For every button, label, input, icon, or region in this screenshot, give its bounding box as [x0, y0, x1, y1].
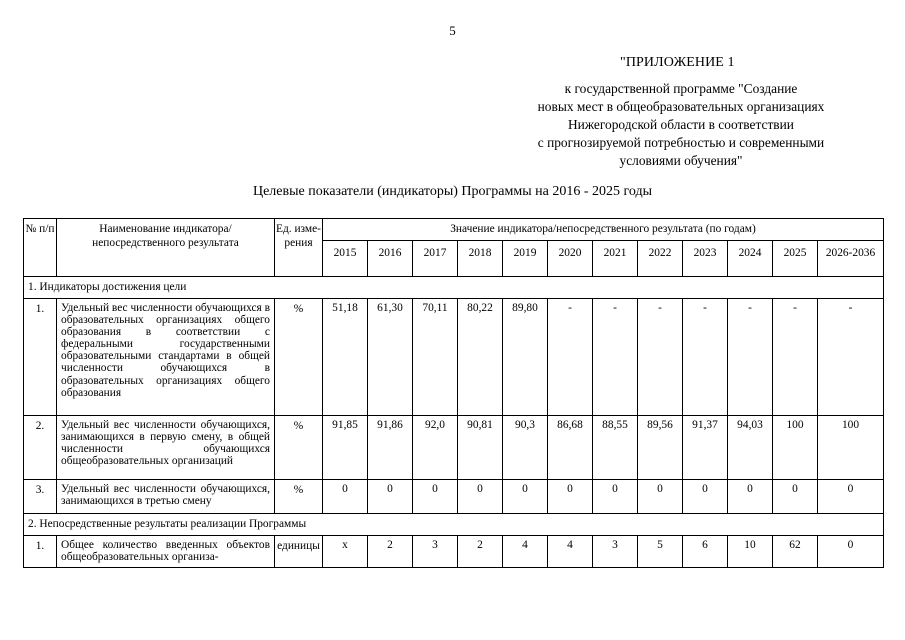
- section-title: 2. Непосредственные результаты реализации Программы: [24, 514, 884, 536]
- header-values: Значение индикатора/непосредственного результата (по годам): [323, 219, 884, 241]
- table-caption: Целевые показатели (индикаторы) Программы на 2016 - 2025 годы: [252, 184, 653, 199]
- row-value: 61,30: [368, 299, 413, 416]
- header-year: 2020: [548, 241, 593, 277]
- appendix-subtitle-line: условиями обучения": [619, 153, 743, 168]
- header-year: 2022: [638, 241, 683, 277]
- row-name: Удельный вес численности обучающихся, занимающихся в первую смену, в общей численности обучающихся общеобразовательных организаций: [57, 416, 275, 480]
- row-value: -: [593, 299, 638, 416]
- row-value: 0: [413, 480, 458, 514]
- row-value: 2: [368, 536, 413, 568]
- row-value: 0: [503, 480, 548, 514]
- row-value: 0: [818, 536, 884, 568]
- row-value: 0: [773, 480, 818, 514]
- header-year: 2021: [593, 241, 638, 277]
- row-value: 0: [323, 480, 368, 514]
- row-value: 100: [818, 416, 884, 480]
- row-value: -: [728, 299, 773, 416]
- row-value: 0: [728, 480, 773, 514]
- row-value: 0: [368, 480, 413, 514]
- indicators-table: [23, 218, 884, 568]
- table-row: [24, 536, 884, 568]
- row-value: 0: [818, 480, 884, 514]
- row-value: 91,86: [368, 416, 413, 480]
- header-year: 2026-2036: [818, 241, 884, 277]
- appendix-subtitle: [505, 80, 857, 170]
- row-name: Удельный вес численности обучающихся в образовательных организациях общего образования в соответствии с федеральными государственными образовательными стандартами в общей численности обучающихся в образовательных организациях общего образования: [57, 299, 275, 416]
- row-value: -: [683, 299, 728, 416]
- row-value: 89,80: [503, 299, 548, 416]
- row-value: 6: [683, 536, 728, 568]
- appendix-subtitle-line: к государственной программе "Создание: [564, 81, 798, 96]
- row-value: 88,55: [593, 416, 638, 480]
- header-year: 2023: [683, 241, 728, 277]
- row-value: 0: [638, 480, 683, 514]
- row-num: 2.: [24, 416, 57, 480]
- row-value: -: [773, 299, 818, 416]
- row-value: 3: [413, 536, 458, 568]
- row-value: 51,18: [323, 299, 368, 416]
- row-value: 100: [773, 416, 818, 480]
- row-value: 0: [458, 480, 503, 514]
- row-value: 62: [773, 536, 818, 568]
- row-num: 1.: [24, 299, 57, 416]
- row-name: Удельный вес численности обучающихся, занимающихся в третью смену: [57, 480, 275, 514]
- header-year: 2019: [503, 241, 548, 277]
- row-num: 1.: [24, 536, 57, 568]
- row-num: 3.: [24, 480, 57, 514]
- row-value: х: [323, 536, 368, 568]
- appendix-subtitle-line: новых мест в общеобразовательных организациях: [537, 99, 825, 114]
- header-year: 2018: [458, 241, 503, 277]
- row-value: 10: [728, 536, 773, 568]
- appendix-title: "ПРИЛОЖЕНИЕ 1: [620, 55, 735, 70]
- header-year: 2016: [368, 241, 413, 277]
- row-value: 89,56: [638, 416, 683, 480]
- row-value: 0: [548, 480, 593, 514]
- row-value: 0: [683, 480, 728, 514]
- page-number: 5: [449, 23, 456, 38]
- table-row: [24, 480, 884, 514]
- header-unit: Ед. изме-рения: [275, 219, 323, 277]
- header-year: 2017: [413, 241, 458, 277]
- row-value: -: [818, 299, 884, 416]
- header-year: 2024: [728, 241, 773, 277]
- row-value: 2: [458, 536, 503, 568]
- row-value: 80,22: [458, 299, 503, 416]
- row-value: 91,85: [323, 416, 368, 480]
- row-name: Общее количество введенных объектов общеобразовательных организа-: [57, 536, 275, 568]
- row-value: 90,81: [458, 416, 503, 480]
- row-value: 92,0: [413, 416, 458, 480]
- appendix-subtitle-line: с прогнозируемой потребностью и современными: [537, 135, 825, 150]
- header-year: 2025: [773, 241, 818, 277]
- row-value: 3: [593, 536, 638, 568]
- appendix-subtitle-line: Нижегородской области в соответствии: [568, 117, 794, 132]
- row-value: 90,3: [503, 416, 548, 480]
- header-num: № п/п: [24, 219, 57, 277]
- row-value: 5: [638, 536, 683, 568]
- row-value: 91,37: [683, 416, 728, 480]
- section-title: 1. Индикаторы достижения цели: [24, 277, 884, 299]
- row-unit: единицы: [275, 536, 323, 568]
- row-value: 94,03: [728, 416, 773, 480]
- row-unit: %: [275, 299, 323, 416]
- row-value: 4: [548, 536, 593, 568]
- row-value: -: [548, 299, 593, 416]
- row-value: -: [638, 299, 683, 416]
- table-row: [24, 299, 884, 416]
- header-year: 2015: [323, 241, 368, 277]
- row-value: 4: [503, 536, 548, 568]
- header-name: Наименование индикатора/непосредственного результата: [57, 219, 275, 277]
- row-unit: %: [275, 416, 323, 480]
- row-value: 70,11: [413, 299, 458, 416]
- table-row: [24, 416, 884, 480]
- row-unit: %: [275, 480, 323, 514]
- row-value: 86,68: [548, 416, 593, 480]
- row-value: 0: [593, 480, 638, 514]
